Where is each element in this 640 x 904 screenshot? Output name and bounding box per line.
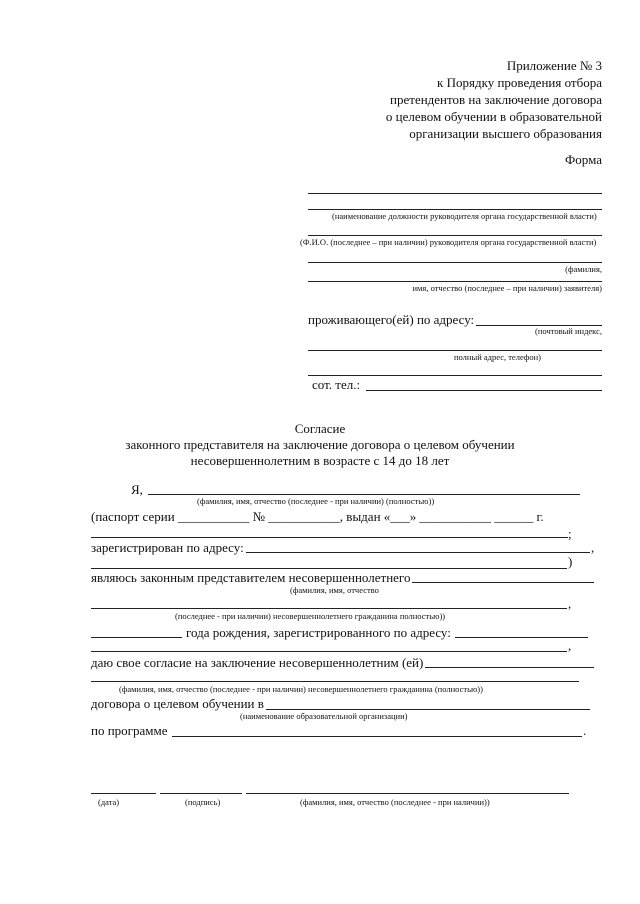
comma-2: ,: [568, 596, 572, 611]
head-name-caption: (Ф.И.О. (последнее – при наличии) руководителя органа государственной власти): [300, 237, 597, 247]
appendix-line-3: претендентов на заключение договора: [390, 92, 602, 107]
head-name-line[interactable]: [308, 235, 602, 236]
applicant-caption: имя, отчество (последнее – при наличии) заявителя): [412, 283, 602, 293]
head-position-line-1[interactable]: [308, 193, 602, 194]
minor-address-line-2[interactable]: [91, 651, 567, 652]
appendix-line-4: о целевом обучении в образовательной: [385, 109, 602, 124]
registered-label: зарегистрирован по адресу:: [91, 540, 244, 555]
period: .: [583, 723, 587, 738]
date-caption: (дата): [98, 797, 120, 807]
form-label: Форма: [565, 152, 602, 167]
address-caption: полный адрес, телефон): [454, 352, 541, 362]
program-label: по программе: [91, 723, 168, 738]
signature-line[interactable]: [160, 793, 242, 794]
appendix-line-2: к Порядку проведения отбора: [437, 75, 602, 90]
full-address-line[interactable]: [308, 350, 602, 351]
organization-line[interactable]: [266, 709, 590, 710]
appendix-line-5: организации высшего образования: [409, 126, 602, 141]
passport-issuer-line[interactable]: [91, 537, 568, 538]
legal-rep-label: являюсь законным представителем несовершеннолетнего: [91, 570, 411, 585]
semicolon: ;: [568, 526, 572, 541]
birth-year-label: года рождения, зарегистрированного по адресу:: [186, 625, 451, 640]
applicant-name-line[interactable]: [308, 281, 602, 282]
postal-caption: (почтовый индекс,: [535, 326, 602, 336]
registered-address-line[interactable]: [246, 552, 590, 553]
consent-name-line[interactable]: [425, 667, 594, 668]
paren-close: ): [568, 554, 573, 569]
program-line[interactable]: [172, 736, 582, 737]
signature-caption: (подпись): [185, 797, 221, 807]
comma-3: ,: [568, 638, 572, 653]
head-position-line-2[interactable]: [308, 209, 602, 210]
passport-line[interactable]: (паспорт серии ___________ № ___________, выдан «___» ___________ ______ г.: [91, 509, 544, 524]
registered-address-line-2[interactable]: [91, 568, 567, 569]
date-line[interactable]: [91, 793, 156, 794]
minor-name-line-2[interactable]: [91, 608, 567, 609]
document-title: Согласие: [294, 421, 346, 436]
representative-name-caption: (фамилия, имя, отчество (последнее - при наличии) (полностью)): [197, 496, 435, 506]
minor-full-name-line[interactable]: [91, 681, 579, 682]
surname-caption: (фамилия,: [565, 264, 602, 274]
surname-line[interactable]: [308, 262, 602, 263]
document-subtitle: законного представителя на заключение договора о целевом обучении: [125, 437, 515, 452]
extra-address-line[interactable]: [308, 375, 602, 376]
minor-name-line[interactable]: [412, 582, 594, 583]
birth-year-line[interactable]: [91, 637, 182, 638]
consent-label: даю свое согласие на заключение несовершеннолетним (ей): [91, 655, 424, 670]
signer-name-line[interactable]: [246, 793, 569, 794]
mobile-label: сот. тел.:: [312, 377, 361, 392]
mobile-phone-line[interactable]: [366, 390, 602, 391]
document-subtitle-2: несовершеннолетним в возрасте с 14 до 18 лет: [190, 453, 450, 468]
minor-caption: (последнее - при наличии) несовершеннолетнего гражданина полностью)): [175, 611, 446, 621]
organization-caption: (наименование образовательной организации): [240, 711, 408, 721]
representative-name-line[interactable]: [148, 494, 580, 495]
contract-label: договора о целевом обучении в: [91, 696, 264, 711]
appendix-number: Приложение № 3: [506, 58, 602, 73]
residing-label: проживающего(ей) по адресу:: [308, 312, 475, 327]
head-position-caption: (наименование должности руководителя органа государственной власти): [332, 211, 597, 221]
minor-full-caption: (фамилия, имя, отчество (последнее - при наличии) несовершеннолетнего гражданина (полностью)): [119, 684, 483, 694]
signer-name-caption: (фамилия, имя, отчество (последнее - при наличии)): [300, 797, 490, 807]
comma-1: ,: [591, 540, 595, 555]
legal-rep-caption: (фамилия, имя, отчество: [290, 585, 379, 595]
i-label: Я,: [131, 482, 143, 497]
